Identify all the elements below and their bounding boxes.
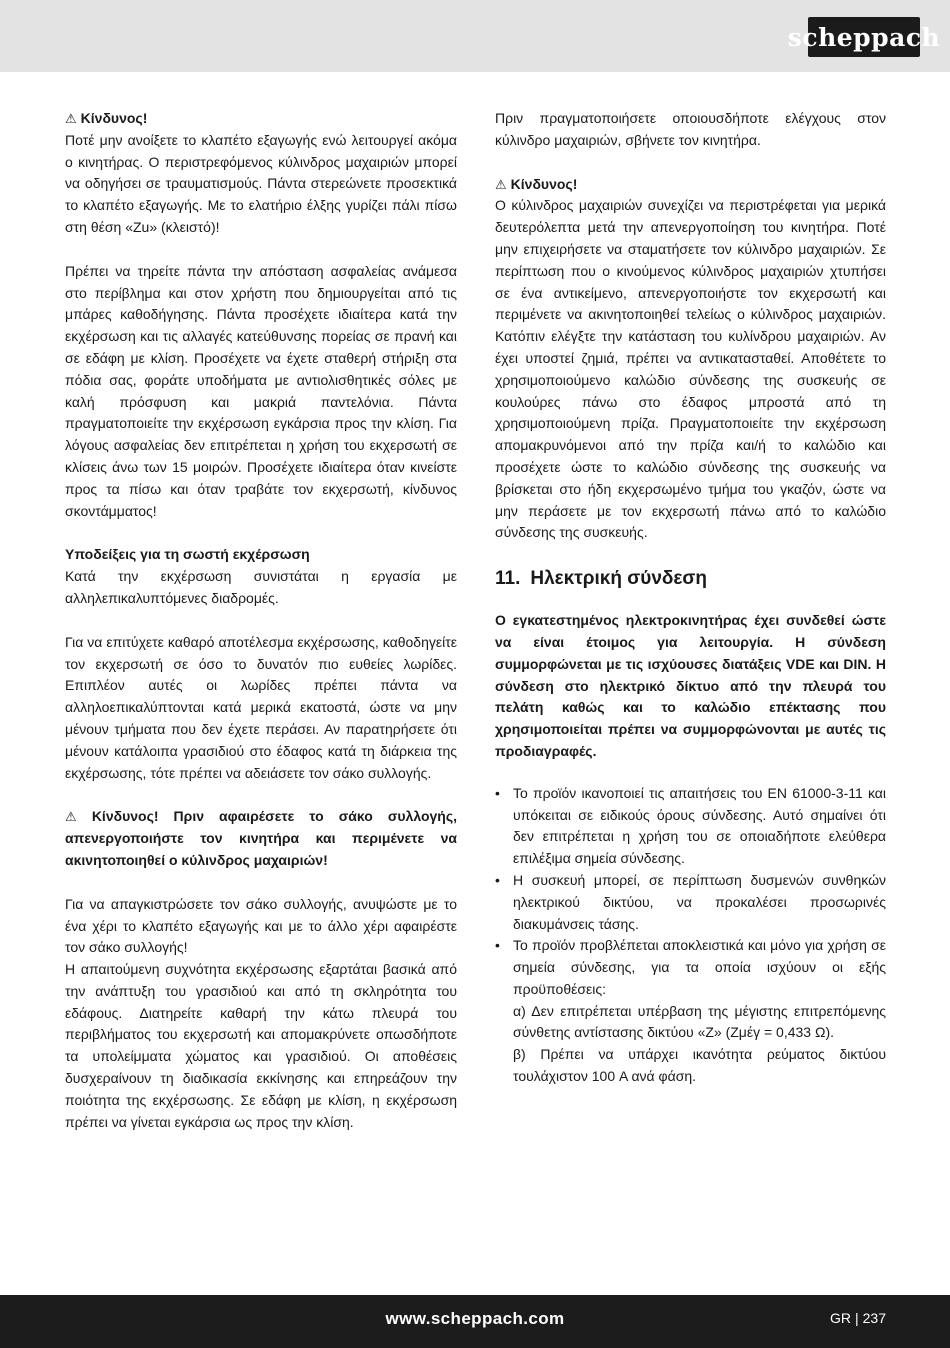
- section-heading-electrical: [495, 566, 886, 592]
- page-indicator: [830, 1310, 886, 1326]
- warning-heading: ⚠ Κίνδυνος!: [65, 110, 148, 126]
- header-bar: [0, 0, 950, 72]
- warning-danger-1: [65, 108, 457, 239]
- check-paragraph: Πριν πραγματοποιήσετε οποιουσδήποτε ελέγχους στον κύλινδρο μαχαιριών, σβήνετε τον κινητήρα.: [495, 110, 886, 148]
- requirements-list: [495, 783, 886, 1088]
- warning-text: Ποτέ μην ανοίξετε το κλαπέτο εξαγωγής ενώ λειτουργεί ακόμα ο κινητήρας. Ο περιστρεφόμενος κύλινδρος μαχαιριών μπορεί να οδηγήσει σε τραυματισμούς. Πάντα στερεώνετε προσεκτικά το κλαπέτο εξαγωγής. Με το ελατήριο έλξης γυρίζει πάλι πίσω στη θέση «Zu» (κλειστό)!: [65, 131, 457, 235]
- left-column: [65, 108, 457, 1133]
- separator: |: [855, 1310, 859, 1326]
- warning-text: Ο κύλινδρος μαχαιριών συνεχίζει να περιστρέφεται για μερικά δευτερόλεπτα μετά την απενεργοποίηση του κινητήρα. Ποτέ μην επιχειρήσετε να σταματήσετε τον κύλινδρο μαχαιριών. Σε περίπτωση που ο κινούμενος κύλινδρος μαχαιριών χτυπήσει σε ένα αντικείμενο, απενεργοποιήστε τον εκχερσωτή και περιμένετε να ακινητοποιηθεί τελείως ο κύλινδρος μαχαιριών. Κατόπιν ελέγξτε την κατάσταση του κυλίνδρου μαχαιριών. Αν έχει υποστεί ζημιά, πρέπει να αντικατασταθεί. Αποθέτετε το χρησιμοποιούμενο καλώδιο σύνδεσης της συσκευής σε κουλούρες πάνω στο έδαφος μπροστά από τη χρησιμοποιούμενη πρίζα. Πραγματοποιείτε την εκχέρσωση απομακρυνόμενοι από την πρίζα και/ή το καλώδιο και προσέχετε ώστε το καλώδιο σύνδεσης της συσκευής να βρίσκεται στο ήδη εκχερσωμένο τμήμα του γκαζόν, ώστε να μην περάσετε με τον εκχερσωτή πάνω από το καλώδιο σύνδεσης της συσκευής.: [495, 197, 886, 541]
- right-column: [495, 108, 886, 1088]
- section-number: 11.: [495, 568, 521, 590]
- warning-danger-3: [495, 174, 886, 545]
- language-code: GR: [830, 1310, 851, 1326]
- warning-triangle-icon: ⚠: [495, 176, 507, 192]
- hints-block: [65, 544, 457, 609]
- frequency-paragraph: Η απαιτούμενη συχνότητα εκχέρσωσης εξαρτάται βασικά από την ανάπτυξη του γρασιδιού και από τη σκληρότητα του εδάφους. Διατηρείτε καθαρή την κάτω πλευρά του περιβλήματος του εκχερσωτή και απομακρύνετε οπωσδήποτε τα υπολείμματα χώματος και γρασιδιού. Οι αποθέσεις δυσχεραίνουν τη διαδικασία εκκίνησης και επηρεάζουν την ποιότητα της εκχέρσωσης. Σε εδάφη με κλίση, η εκχέρσωση πρέπει να γίνεται εγκάρσια ως προς την κλίση.: [65, 961, 457, 1130]
- hints-text: Κατά την εκχέρσωση συνιστάται η εργασία με αλληλεπικαλυπτόμενες διαδρομές.: [65, 568, 457, 606]
- unhook-bag-paragraph: Για να απαγκιστρώσετε τον σάκο συλλογής, ανυψώστε με το ένα χέρι το κλαπέτο εξαγωγής και με το άλλο χέρι αφαιρέστε τον σάκο συλλογής!: [65, 895, 457, 956]
- clean-result-paragraph: Για να επιτύχετε καθαρό αποτέλεσμα εκχέρσωσης, καθοδηγείτε τον εκχερσωτή σε όσο το δυνατόν πιο ευθείες λωρίδες. Επιπλέον αυτές οι λωρίδες πρέπει πάντα να αλληλοεπικαλύπτονται κατά μερικά εκατοστά, ώστε να μην μένουν τμήματα που δεν έχετε περάσει. Αν παρατηρήσετε ότι μένουν κατάλοιπα γρασιδιού στο έδαφος κατά τη διάρκεια της εκχέρσωσης, τότε πρέπει να αδειάσετε τον σάκο συλλογής.: [65, 633, 457, 781]
- warning-heading: ⚠ Κίνδυνος!: [495, 175, 578, 192]
- list-item: [495, 935, 886, 1088]
- electrical-intro: Ο εγκατεστημένος ηλεκτροκινητήρας έχει συνδεθεί ώστε να είναι έτοιμος για λειτουργία. Η σύνδεση συμμορφώνεται με τις ισχύουσες διατάξεις VDE και DIN. Η σύνδεση στο ηλεκτρικό δίκτυο από την πλευρά του πελάτη καθώς και το καλώδιο επέκτασης που χρησιμοποιείται πρέπει να συμμορφώνονται με αυτές τις προδιαγραφές.: [495, 612, 886, 759]
- warning-danger-2: ⚠ Κίνδυνος! Πριν αφαιρέσετε το σάκο συλλογής, απενεργοποιήστε τον κινητήρα και περιμένετε να ακινητοποιηθεί ο κύλινδρος μαχαιριών!: [65, 808, 458, 868]
- website-link[interactable]: www.scheppach.com: [385, 1309, 565, 1328]
- safety-distance-paragraph: Πρέπει να τηρείτε πάντα την απόσταση ασφαλείας ανάμεσα στο περίβλημα και στον χρήστη που δημιουργείται από τις μπάρες καθοδήγησης. Πάντα προσέχετε ιδιαίτερα κατά την εκχέρσωση και τις αλλαγές κατεύθυνσης πορείας σε πρανή και σε εδάφη με κλίση. Προσέχετε να έχετε σταθερή στήριξη στα πόδια σας, φοράτε υποδήματα με αντιολισθητικές σόλες με καλή πρόσφυση και μακριά παντελόνια. Πάντα πραγματοποιείτε την εκχέρσωση εγκάρσια προς την κλίση. Για λόγους ασφαλείας δεν επιτρέπεται η χρήση του εκχερσωτή σε κλίσεις άνω των 15 μοιρών. Προσέχετε ιδιαίτερα όταν κινείστε προς τα πίσω και όταν τραβάτε τον εκχερσωτή, κίνδυνος σκοντάμματος!: [65, 262, 457, 519]
- section-title: Ηλεκτρική σύνδεση: [530, 568, 708, 590]
- subitem-b: β) Πρέπει να υπάρχει ικανότητα ρεύματος δικτύου τουλάχιστον 100 A ανά φάση.: [513, 1046, 886, 1085]
- hints-title: Υποδείξεις για τη σωστή εκχέρσωση: [65, 546, 310, 563]
- warning-triangle-icon: ⚠: [65, 111, 77, 126]
- warning-triangle-icon: ⚠: [65, 809, 88, 825]
- scheppach-logo: scheppach: [808, 17, 920, 57]
- list-item-text: Το προϊόν προβλέπεται αποκλειστικά και μόνο για χρήση σε σημεία σύνδεσης, για τα οποία ισχύουν οι εξής προϋποθέσεις:: [513, 937, 886, 997]
- page-number: 237: [862, 1310, 886, 1326]
- footer-bar: [0, 1295, 950, 1348]
- list-item: • Η συσκευή μπορεί, σε περίπτωση δυσμενών συνθηκών ηλεκτρικού δικτύου, να προκαλέσει προσωρινές διακυμάνσεις τάσης.: [495, 870, 886, 935]
- list-item: • Το προϊόν ικανοποιεί τις απαιτήσεις του EN 61000-3-11 και υπόκειται σε ειδικούς όρους σύνδεσης. Αυτό σημαίνει ότι δεν επιτρέπεται η χρήση του σε οποιαδήποτε ελεύθερα επιλέξιμα σημεία σύνδεσης.: [495, 783, 886, 870]
- subitem-a: α) Δεν επιτρέπεται υπέρβαση της μέγιστης επιτρεπόμενης σύνθετης αντίστασης δικτύου «Z» (Zμέγ = 0,433 Ω).: [513, 1002, 886, 1041]
